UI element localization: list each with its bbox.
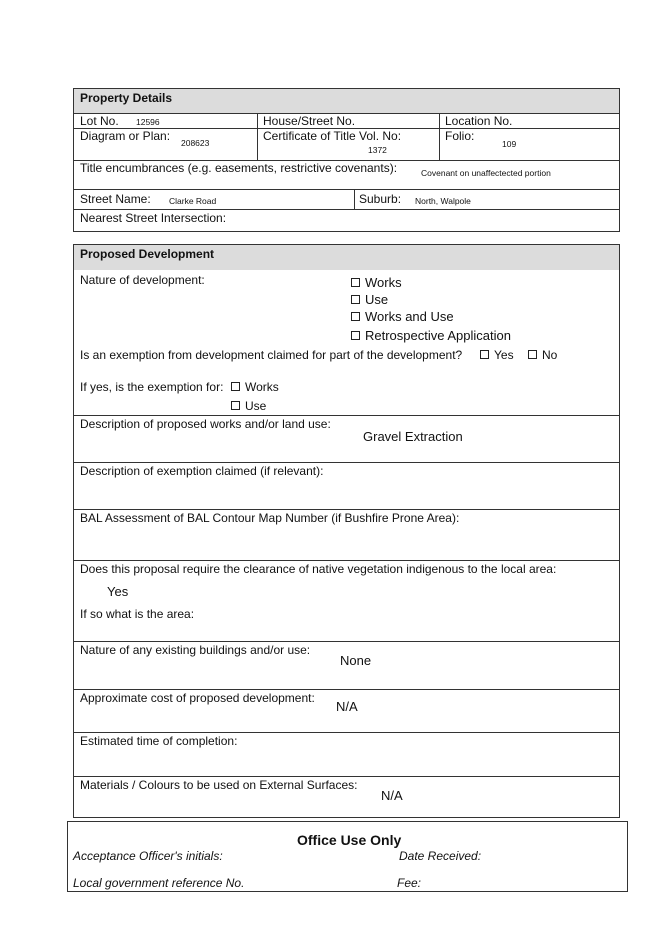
description-value[interactable]: Gravel Extraction xyxy=(363,429,463,444)
certificate-label: Certificate of Title Vol. No: xyxy=(263,129,402,143)
divider xyxy=(74,415,619,416)
exemption-for-label: If yes, is the exemption for: xyxy=(80,380,224,394)
checkbox[interactable] xyxy=(351,331,360,340)
folio-value[interactable]: 109 xyxy=(502,139,517,149)
nature-option-works-and-use[interactable]: Works and Use xyxy=(351,309,454,324)
description-label: Description of proposed works and/or land use: xyxy=(80,417,331,431)
divider xyxy=(354,189,355,209)
street-label: Street Name: xyxy=(80,192,151,206)
divider xyxy=(74,462,619,463)
property-details-title: Property Details xyxy=(74,89,619,113)
suburb-label: Suburb: xyxy=(359,192,402,206)
divider xyxy=(74,641,619,642)
checkbox[interactable] xyxy=(351,295,360,304)
officer-initials-label: Acceptance Officer's initials: xyxy=(73,849,223,863)
materials-label: Materials / Colours to be used on External Surfaces: xyxy=(80,778,358,792)
proposed-development-section xyxy=(73,244,620,818)
divider xyxy=(439,113,440,160)
diagram-value[interactable]: 208623 xyxy=(181,138,210,148)
exemption-yes[interactable]: Yes xyxy=(480,348,514,362)
clearance-value[interactable]: Yes xyxy=(107,584,129,599)
suburb-value[interactable]: North, Walpole xyxy=(415,196,471,206)
nature-option-retrospective[interactable]: Retrospective Application xyxy=(351,328,511,343)
checkbox[interactable] xyxy=(351,312,360,321)
divider xyxy=(74,509,619,510)
divider xyxy=(74,732,619,733)
nature-option-works[interactable]: Works xyxy=(351,275,402,290)
exemption-no[interactable]: No xyxy=(528,348,557,362)
checkbox[interactable] xyxy=(351,278,360,287)
exemption-for-use[interactable]: Use xyxy=(231,399,266,413)
checkbox[interactable] xyxy=(231,401,240,410)
street-value[interactable]: Clarke Road xyxy=(169,196,217,206)
bal-label: BAL Assessment of BAL Contour Map Number (if Bushfire Prone Area): xyxy=(80,511,460,525)
lot-value[interactable]: 12596 xyxy=(136,117,160,127)
folio-label: Folio: xyxy=(445,129,475,143)
exemption-question: Is an exemption from development claimed for part of the development? xyxy=(80,348,463,362)
exemption-for-works[interactable]: Works xyxy=(231,380,279,394)
checkbox[interactable] xyxy=(480,350,489,359)
exemption-description-label: Description of exemption claimed (if relevant): xyxy=(80,464,324,478)
encumbrances-label: Title encumbrances (e.g. easements, restrictive covenants): xyxy=(80,161,398,175)
location-label: Location No. xyxy=(445,114,513,128)
diagram-label: Diagram or Plan: xyxy=(80,129,171,143)
certificate-value[interactable]: 1372 xyxy=(368,145,387,155)
property-details-section xyxy=(73,88,620,232)
checkbox[interactable] xyxy=(231,382,240,391)
office-use-title: Office Use Only xyxy=(297,832,402,848)
nature-label: Nature of development: xyxy=(80,273,205,287)
office-use-section xyxy=(67,821,628,892)
intersection-label: Nearest Street Intersection: xyxy=(80,211,227,225)
divider xyxy=(74,560,619,561)
clearance-label: Does this proposal require the clearance of native vegetation indigenous to the local area: xyxy=(80,562,557,576)
nature-option-use[interactable]: Use xyxy=(351,292,388,307)
existing-buildings-value[interactable]: None xyxy=(340,653,372,668)
divider xyxy=(74,776,619,777)
materials-value[interactable]: N/A xyxy=(381,788,403,803)
completion-time-label: Estimated time of completion: xyxy=(80,734,238,748)
divider xyxy=(74,189,619,190)
existing-buildings-label: Nature of any existing buildings and/or use: xyxy=(80,643,311,657)
date-received-label: Date Received: xyxy=(399,849,482,863)
proposed-development-title: Proposed Development xyxy=(74,245,619,270)
encumbrances-value[interactable]: Covenant on unaffectected portion xyxy=(421,168,551,178)
cost-value[interactable]: N/A xyxy=(336,699,358,714)
divider xyxy=(74,209,619,210)
lot-label: Lot No. xyxy=(80,114,119,128)
cost-label: Approximate cost of proposed development: xyxy=(80,691,315,705)
fee-label: Fee: xyxy=(397,876,422,890)
checkbox[interactable] xyxy=(528,350,537,359)
divider xyxy=(74,689,619,690)
divider xyxy=(257,113,258,160)
house-street-label: House/Street No. xyxy=(263,114,356,128)
reference-label: Local government reference No. xyxy=(73,876,245,890)
area-label: If so what is the area: xyxy=(80,607,195,621)
